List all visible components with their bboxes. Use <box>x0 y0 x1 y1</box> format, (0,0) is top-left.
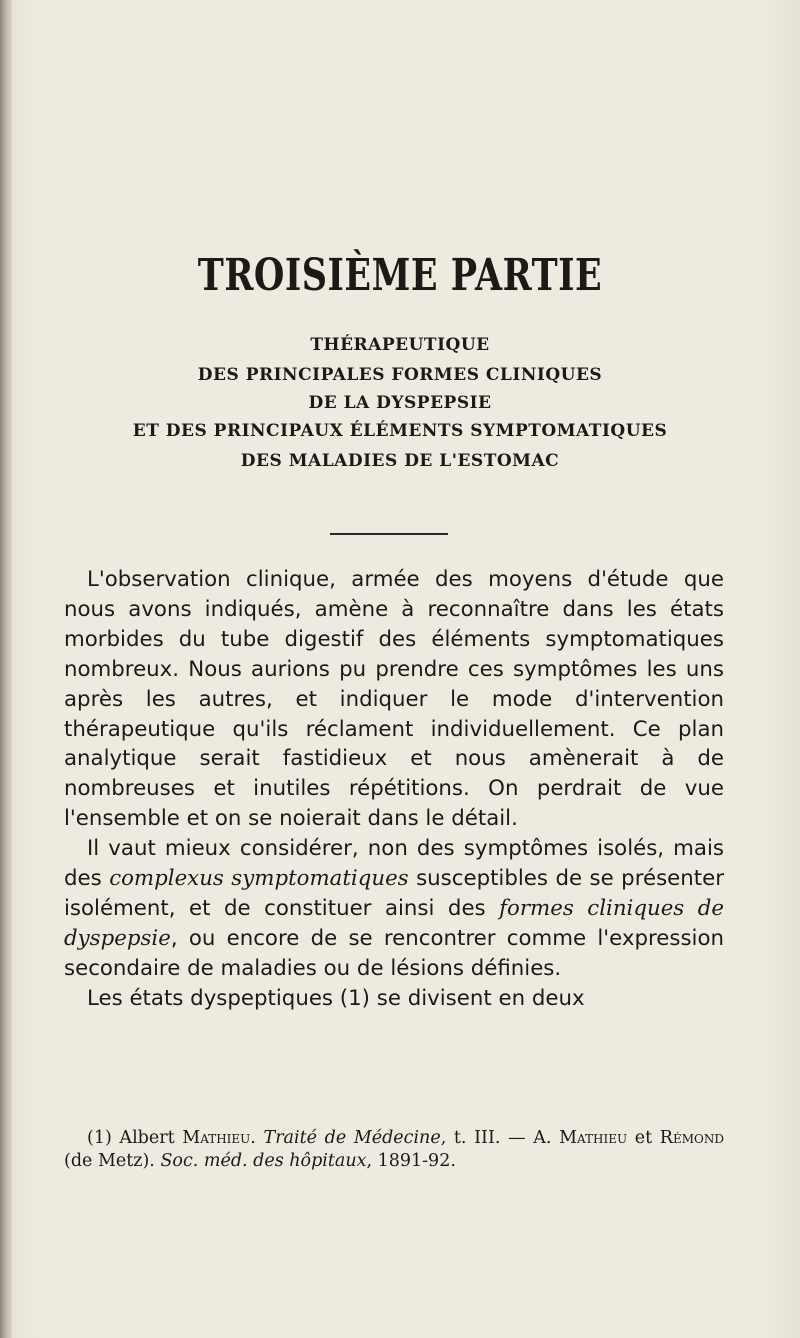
footnote-text: . <box>250 1128 264 1148</box>
body-text <box>64 565 724 1014</box>
footnote-1 <box>64 1127 724 1173</box>
subtitle-line-3: DE LA DYSPEPSIE <box>308 393 492 413</box>
paragraph-2-part-a: Il vaut mieux considérer, non des symptômes isolés, mais des <box>64 836 724 892</box>
subtitle-line-1: THÉRAPEUTIQUE <box>310 335 490 355</box>
part-title: TROISIÈME PARTIE <box>197 250 603 302</box>
footnote-author: Rémond <box>659 1128 724 1148</box>
footnote <box>64 1127 724 1173</box>
paragraph-2-italic-formes: formes cliniques de dyspepsie <box>64 895 724 951</box>
page-spine-shadow <box>0 0 12 1338</box>
paragraph-3: Les états dyspeptiques (1) se divisent en deux <box>87 985 585 1011</box>
footnote-title: Traité de Médecine <box>263 1128 441 1148</box>
subtitle-line-5: DES MALADIES DE L'ESTOMAC <box>240 451 560 471</box>
footnote-text: (de Metz). <box>64 1151 161 1171</box>
paragraph-2-italic-complexus: complexus symptomatiques <box>109 866 409 892</box>
paragraph-1: L'observation clinique, armée des moyens d'étude que nous avons indiqués, amène à reconnaître dans les états morbides du tube digestif des éléments symptomatiques nombreux. Nous aurions pu prendre ces symptômes les uns après les autres, et indiquer le mode d'intervention thérapeutique qu'ils réclament individuellement. Ce plan analytique serait fastidieux et nous amènerait à de nombreuses et inutiles répétitions. On perdrait de vue l'ensemble et on se noierait dans le détail. <box>64 567 724 832</box>
footnote-text: , t. III. — A. <box>440 1128 560 1148</box>
footnote-text: , 1891-92. <box>366 1151 456 1171</box>
footnote-author: Mathieu <box>559 1128 628 1148</box>
subtitle-line-4: ET DES PRINCIPAUX ÉLÉMENTS SYMPTOMATIQUES <box>132 421 668 441</box>
paragraph-2 <box>64 834 724 984</box>
subtitle-line-2: DES PRINCIPALES FORMES CLINIQUES <box>197 365 603 385</box>
footnote-journal: Soc. méd. des hôpitaux <box>160 1151 367 1171</box>
footnote-author: Mathieu <box>182 1128 251 1148</box>
footnote-text: (1) Albert <box>87 1128 183 1148</box>
footnote-text: et <box>627 1128 660 1148</box>
section-divider <box>330 533 448 535</box>
paragraph-2-part-e: , ou encore de se rencontrer comme l'expression secondaire de maladies ou de lésions définies. <box>64 925 724 981</box>
paragraph-2-part-c: susceptibles de se présenter isolément, et de constituer ainsi des <box>64 866 724 921</box>
